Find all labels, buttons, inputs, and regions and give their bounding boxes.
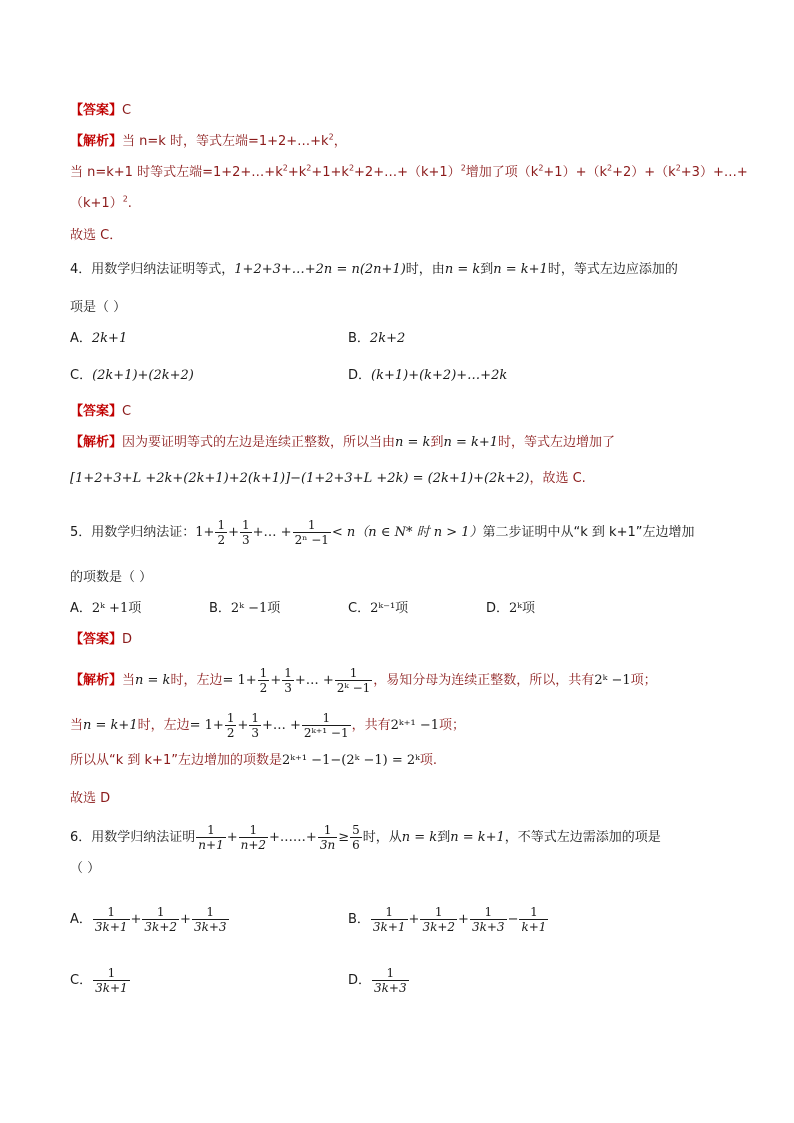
fraction: $\frac{1}{\text{2ᵏ −1}}$	[336, 666, 371, 695]
q5-analysis-line3: 所以从“k 到 k+1”左边增加的项数是2ᵏ⁺¹ −1−(2ᵏ −1) = 2ᵏ项.	[70, 753, 438, 768]
q3-answer: C	[122, 103, 132, 118]
q5-option-a: A．2ᵏ +1项	[70, 601, 142, 616]
fraction: $\frac{1}{3k+2}$	[422, 905, 456, 934]
fraction: $\frac{1}{3}$	[242, 518, 250, 547]
fraction: $\frac{1}{2}$	[226, 711, 235, 740]
fraction: $\frac{1}{3k+1}$	[95, 966, 128, 995]
q4-answer: C	[122, 404, 132, 419]
q6-option-c: C． $\frac{1}{3k+1}$	[70, 966, 128, 995]
q5-analysis-line1: 【解析】当n = k时，左边= 1+ $\frac{1}{2}$ + $\frac{1}{3}$ +… + $\frac{1}{\text{2ᵏ −1}}$ ，易知分母为连续正整数，所以，共有2ᵏ −1项；	[70, 666, 657, 695]
fraction: $\frac{1}{3k+2}$	[144, 905, 178, 934]
fraction: $\frac{1}{n+2}$	[240, 823, 267, 852]
q5-option-d: D．2ᵏ项	[486, 601, 536, 616]
q3-answer-line	[70, 102, 131, 120]
fraction: $\frac{1}{3n}$	[319, 823, 336, 852]
fraction: $\frac{1}{\text{2ᵏ⁺¹ −1}}$	[303, 711, 349, 740]
q5-option-b: B．2ᵏ −1项	[209, 601, 281, 616]
q4-option-c: C．(2k+1)+(2k+2)	[70, 368, 194, 383]
q4-answer-line: 【答案】C	[70, 404, 132, 419]
fraction: $\frac{1}{3k+3}$	[374, 966, 407, 995]
fraction: $\frac{1}{n+1}$	[198, 823, 224, 852]
q4-analysis-line2: [1+2+3+L +2k+(2k+1)+2(k+1)]−(1+2+3+L +2k) = (2k+1)+(2k+2)，故选 C.	[70, 471, 586, 486]
q4-option-b: B．2k+2	[348, 331, 406, 346]
q4-option-d: D．(k+1)+(k+2)+…+2k	[348, 368, 508, 383]
q3-conclusion: 故选 C．	[70, 228, 123, 243]
q6-stem: 6．用数学归纳法证明 $\frac{1}{n+1}$ + $\frac{1}{n+2}$ +……+ $\frac{1}{3n}$ ≥ $\frac{5}{6}$ 时，从n = k到n = k+1，不等式左边需添加的项是	[70, 823, 661, 852]
fraction: $\frac{1}{2}$	[217, 518, 226, 547]
fraction: $\frac{1}{k+1}$	[521, 905, 547, 934]
q4-option-a: A．2k+1	[70, 331, 128, 346]
q5-stem-line2: 的项数是（ ）	[70, 570, 153, 585]
q6-option-a: A． $\frac{1}{3k+1}$ + $\frac{1}{3k+2}$ + $\frac{1}{3k+3}$	[70, 905, 227, 934]
fraction: $\frac{1}{3k+1}$	[372, 905, 406, 934]
fraction: $\frac{1}{3k+3}$	[471, 905, 505, 934]
q5-answer-line: 【答案】D	[70, 632, 133, 647]
fraction: $\frac{1}{2}$	[259, 666, 268, 695]
q4-stem-line2: 项是（ ）	[70, 300, 127, 315]
q5-analysis-line2: 当n = k+1时，左边= 1+ $\frac{1}{2}$ + $\frac{1}{3}$ +… + $\frac{1}{\text{2ᵏ⁺¹ −1}}$ ，共有2ᵏ⁺¹ −1项；	[70, 711, 466, 740]
fraction: $\frac{1}{3k+3}$	[193, 905, 227, 934]
q5-option-c: C．2ᵏ⁻¹项	[348, 601, 409, 616]
fraction: $\frac{5}{6}$	[352, 823, 360, 852]
q4-analysis-line1: 【解析】因为要证明等式的左边是连续正整数，所以当由n = k到n = k+1时，等式左边增加了	[70, 435, 616, 450]
fraction: $\frac{1}{\text{2ⁿ −1}}$	[294, 518, 329, 547]
q5-answer: D	[122, 632, 133, 647]
q6-option-b: B． $\frac{1}{3k+1}$ + $\frac{1}{3k+2}$ + $\frac{1}{3k+3}$ − $\frac{1}{k+1}$	[348, 905, 547, 934]
answer-tag: 【答案】	[70, 103, 123, 118]
q6-option-d: D． $\frac{1}{3k+3}$	[348, 966, 407, 995]
q4-stem: 4．用数学归纳法证明等式，1+2+3+…+2n = n(2n+1)时，由n = k到n = k+1时，等式左边应添加的	[70, 262, 678, 277]
q3-analysis-line2: 当 n=k+1 时等式左端$=1+2+\dots+k^2+k^2+1+k^2+2+\dots+(k+1)^2$增加了项$(k^2+1)+(k^2+2)+(k^2+3)+\dots+$	[70, 163, 748, 180]
fraction: $\frac{1}{3}$	[251, 711, 259, 740]
fraction: $\frac{1}{3}$	[284, 666, 292, 695]
q3-analysis-line1: 【解析】当 n=k 时，等式左端$=1+2+\dots+k^2$，	[70, 132, 347, 149]
q3-analysis-line3: $(k+1)^2$.	[70, 194, 132, 211]
analysis-tag: 【解析】	[70, 134, 123, 149]
fraction: $\frac{1}{3k+1}$	[94, 905, 128, 934]
q5-conclusion: 故选 D	[70, 791, 111, 806]
q6-stem-line2: （ ）	[70, 861, 101, 876]
q5-stem: 5．用数学归纳法证：1+ $\frac{1}{2}$ + $\frac{1}{3}$ +… + $\frac{1}{\text{2ⁿ −1}}$ < n（n ∈ N* 时 n > 1）第二步证明中从“k 到 k+1”左边增加	[70, 518, 695, 547]
